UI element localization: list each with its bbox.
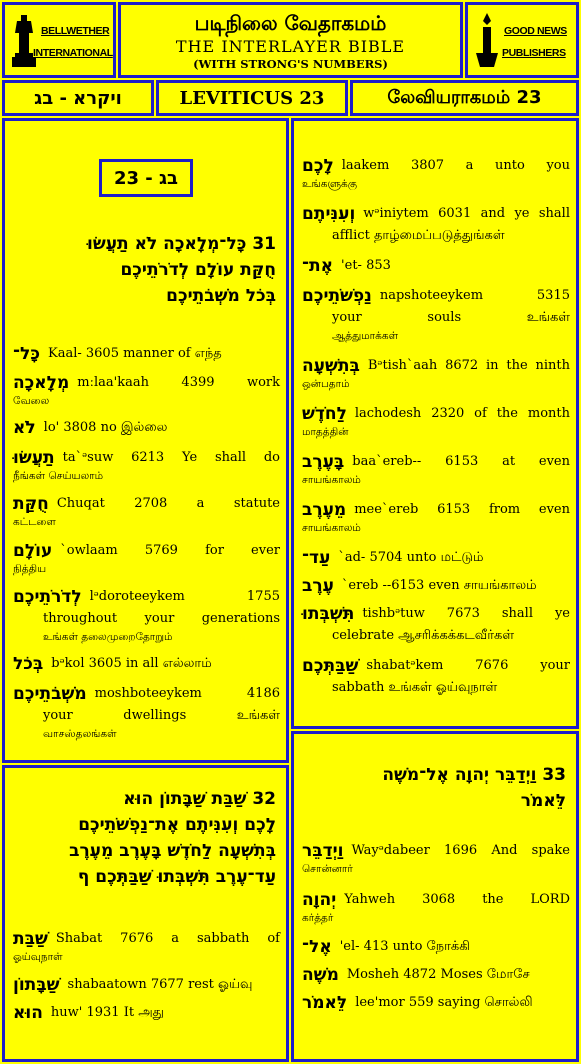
- gloss: Wayᵊdabeer 1696 And spake: [351, 843, 570, 858]
- word-entry: [13, 1002, 280, 1024]
- gloss: `ad- 5704 unto மட்டும்: [338, 550, 484, 565]
- word-entry: [13, 493, 280, 529]
- hebrew-word: נַפְשֹׁתֵיכֶם: [302, 286, 372, 306]
- gloss: lee'mor 559 saying சொல்லி: [355, 995, 533, 1010]
- hebrew-word: הוּא: [13, 1003, 43, 1023]
- hebrew-word: מֵעֶרֶב: [302, 500, 347, 520]
- word-entry: [302, 547, 570, 569]
- word-entry: [13, 974, 280, 996]
- hebrew-word: לָכֶם: [302, 156, 334, 176]
- gloss: `owlaam 5769 for ever: [60, 543, 280, 558]
- hebrew-word: שַׁבָּתוֹן: [13, 975, 60, 995]
- word-entry: [302, 155, 570, 191]
- word-entry: [302, 655, 570, 699]
- title-tamil: படிநிலை வேதாகமம்: [194, 11, 387, 35]
- gloss-continued: your dwellings உங்கள்: [43, 708, 280, 723]
- word-entry: [302, 499, 570, 535]
- word-entry: [13, 417, 280, 439]
- right-logo-line2: PUBLISHERS: [502, 47, 566, 59]
- word-entry: [302, 355, 570, 391]
- gloss: Chuqat 2708 a statute: [56, 496, 280, 511]
- title-subtitle: (WITH STRONG'S NUMBERS): [193, 57, 388, 71]
- gloss: baa`ereb-- 6153 at even: [352, 454, 570, 469]
- hebrew-book-ref: [2, 80, 154, 116]
- hebrew-word: בְּתִשְׁעָה: [302, 356, 360, 376]
- gloss-continued: afflict தாழ்மைப்படுத்துங்கள்: [332, 228, 505, 243]
- word-entry: [13, 372, 280, 408]
- gloss: wᵊiniytem 6031 and ye shall: [363, 206, 570, 221]
- gloss: 'et- 853: [341, 258, 391, 273]
- tamil-gloss: நித்திய: [13, 563, 47, 575]
- word-entry: [302, 255, 570, 277]
- word-entry: [13, 683, 280, 741]
- candle-icon: [474, 13, 500, 69]
- verse-line: לָכֶם וְעִנִּיתֶם אֶת־נַפְשֹׁתֵיכֶם: [78, 815, 276, 835]
- gloss: Shabat 7676 a sabbath of: [55, 931, 280, 946]
- hebrew-word: תַעֲשׂוּ: [13, 448, 55, 468]
- gloss-continued: throughout your generations: [43, 611, 280, 626]
- verse-line: 33 וַיְדַבֵּר יְהוָה אֶל־מֹשֶׁה: [382, 765, 566, 785]
- hebrew-word: בְּכֹל: [13, 654, 44, 674]
- gloss: moshboteeykem 4186: [94, 686, 280, 701]
- tamil-gloss: மாதத்தின்: [302, 426, 349, 438]
- verse-line: לֵּאמֹר: [520, 791, 566, 811]
- tamil-gloss: சாயங்காலம்: [302, 474, 361, 486]
- hebrew-word: עֶרֶב: [302, 576, 334, 596]
- word-entry: [13, 447, 280, 483]
- gloss: shabaatown 7677 rest ஓய்வு: [67, 977, 253, 992]
- verse-33-hebrew: [382, 762, 566, 814]
- gloss: tishbᵊtuw 7673 shall ye: [362, 606, 570, 621]
- title-block: [118, 2, 463, 78]
- chapter-badge: [99, 159, 193, 197]
- gloss: laakem 3807 a unto you: [341, 158, 570, 173]
- word-entry: [302, 403, 570, 439]
- chapter-badge-text: בג - 23: [113, 167, 179, 189]
- word-entry: [302, 936, 570, 958]
- title-english: THE INTERLAYER BIBLE: [175, 37, 406, 56]
- gloss: lᵊdoroteeykem 1755: [89, 589, 280, 604]
- gloss-continued: sabbath உங்கள் ஓய்வுநாள்: [332, 680, 498, 695]
- word-entry: [302, 575, 570, 597]
- gloss: ta`ᵊsuw 6213 Ye shall do: [62, 450, 280, 465]
- gloss: lachodesh 2320 of the month: [354, 406, 570, 421]
- tamil-gloss: நீங்கள் செய்யலாம்: [13, 470, 104, 482]
- tamil-gloss: வேலை: [13, 395, 50, 407]
- hebrew-word: אֶל־: [302, 937, 332, 957]
- verse-line: עַד־עֶרֶב תִּשְׁבְּתוּ שַׁבַּתְּכֶם ף: [77, 867, 276, 887]
- good-news-logo: [465, 2, 579, 78]
- verse-32-panel: [2, 765, 289, 1062]
- tamil-gloss: உங்களுக்கு: [302, 178, 357, 190]
- verse-33-panel: [291, 731, 579, 1062]
- tamil-gloss: உங்கள் தலைமுறைதோறும்: [43, 631, 173, 643]
- tamil-gloss: கர்த்தர்: [302, 912, 334, 924]
- gloss: Bᵊtish`aah 8672 in the ninth: [367, 358, 570, 373]
- gloss: Kaal- 3605 manner of எந்த: [47, 346, 222, 361]
- gloss: mːlaa'kaah 4399 work: [77, 375, 280, 390]
- gloss: `ereb --6153 even சாயங்காலம்: [341, 578, 537, 593]
- gloss: Mosheh 4872 Moses மோசே: [346, 967, 530, 982]
- bellwether-logo: [2, 2, 116, 78]
- gloss: napshoteeykem 5315: [379, 288, 570, 303]
- tamil-gloss: கட்டளை: [13, 516, 56, 528]
- gloss: 'el- 413 unto நோக்கி: [339, 939, 470, 954]
- verse-line: חֻקַּת עוֹלָם לְדֹרֹתֵיכֶם: [120, 260, 276, 280]
- tamil-gloss: சாயங்காலம்: [302, 522, 361, 534]
- hebrew-word: כָּל־: [13, 344, 40, 364]
- gloss: lo' 3808 no இல்லை: [43, 420, 168, 435]
- hebrew-word: וַיְדַבֵּר: [302, 841, 344, 861]
- verse-31-hebrew: [87, 231, 276, 309]
- hebrew-word: מֹשְׁבֹתֵיכֶם: [13, 684, 87, 704]
- hebrew-word: בָּעֶרֶב: [302, 452, 345, 472]
- word-entry: [302, 285, 570, 343]
- right-logo-line1: GOOD NEWS: [504, 25, 567, 37]
- word-entry: [13, 540, 280, 576]
- verse-32-hebrew: [69, 786, 276, 890]
- english-ref-text: LEVITICUS 23: [179, 87, 325, 109]
- hebrew-word: חֻקַּת: [13, 494, 49, 514]
- tamil-gloss: சொன்னார்: [302, 863, 353, 875]
- verse-line: 31 כָּל־מְלָאכָה לֹא תַעֲשׂוּ: [87, 234, 276, 254]
- hebrew-word: לַחֹדֶשׁ: [302, 404, 347, 424]
- word-entry: [302, 603, 570, 647]
- hebrew-word: עַד־: [302, 548, 331, 568]
- word-entry: [13, 653, 280, 675]
- word-entry: [13, 928, 280, 964]
- hebrew-word: שַׁבַּת: [13, 929, 48, 949]
- bell-tower-icon: [11, 13, 37, 69]
- tamil-book-ref: [350, 80, 579, 116]
- hebrew-ref-text: ויקרא - בג: [34, 87, 122, 109]
- verse-line: 32 שַׁבַּת שַׁבָּתוֹן הוּא: [123, 789, 276, 809]
- tamil-gloss: ஒன்பதாம்: [302, 378, 350, 390]
- left-logo-line1: BELLWETHER: [41, 25, 110, 37]
- gloss: shabatᵊkem 7676 your: [366, 658, 570, 673]
- gloss: mee`ereb 6153 from even: [354, 502, 570, 517]
- word-entry: [13, 343, 280, 365]
- gloss: huw' 1931 It அது: [50, 1005, 164, 1020]
- word-entry: [13, 586, 280, 644]
- tamil-ref-text: லேவியராகமம் 23: [387, 86, 542, 108]
- word-entry: [302, 964, 570, 986]
- hebrew-word: מֹשֶׁה: [302, 965, 339, 985]
- gloss: Yahweh 3068 the LORD: [344, 892, 570, 907]
- word-entry: [302, 992, 570, 1014]
- hebrew-word: אֶת־: [302, 256, 334, 276]
- left-logo-line2: INTERNATIONAL: [33, 47, 113, 59]
- tamil-gloss: வாசஸ்தலங்கள்: [43, 728, 117, 740]
- tamil-gloss: ஆத்துமாக்கள்: [332, 330, 399, 342]
- verse-line: בְּכֹל מֹשְׁבֹתֵיכֶם: [166, 286, 276, 306]
- hebrew-word: יְהוָה: [302, 890, 337, 910]
- gloss: bᵊkol 3605 in all எல்லாம்: [51, 656, 212, 671]
- hebrew-word: שַׁבַּתְּכֶם: [302, 656, 359, 676]
- hebrew-word: לֵּאמֹר: [302, 993, 348, 1013]
- hebrew-word: לְדֹרֹתֵיכֶם: [13, 587, 82, 607]
- hebrew-word: עוֹלָם: [13, 541, 53, 561]
- hebrew-word: לֹא: [13, 418, 36, 438]
- word-entry: [302, 203, 570, 247]
- english-book-ref: [156, 80, 348, 116]
- hebrew-word: מְלָאכָה: [13, 373, 70, 393]
- verse-line: בְּתִשְׁעָה לַחֹדֶשׁ בָּעֶרֶב מֵעֶרֶב: [69, 841, 276, 861]
- word-entry: [302, 889, 570, 925]
- gloss-continued: celebrate ஆசரிக்கக்கடவீர்கள்: [332, 628, 515, 643]
- verse-31-panel: [2, 118, 289, 763]
- word-entry: [302, 840, 570, 876]
- tamil-gloss: ஓய்வுநாள்: [13, 951, 63, 963]
- word-entry: [302, 451, 570, 487]
- hebrew-word: תִּשְׁבְּתוּ: [302, 604, 355, 624]
- verse-32-continued-panel: [291, 118, 579, 729]
- gloss-continued: your souls உங்கள்: [332, 310, 570, 325]
- hebrew-word: וְעִנִּיתֶם: [302, 204, 356, 224]
